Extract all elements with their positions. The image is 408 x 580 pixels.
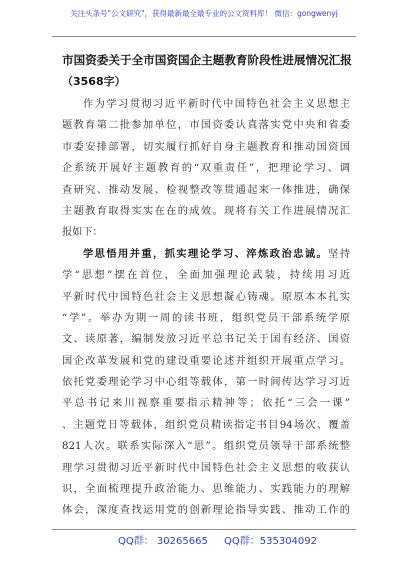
paragraph-line: 市委安排部署，切实履行抓好自身主题教育和推动国资国: [62, 141, 350, 153]
paragraph-line: 报如下：: [62, 227, 103, 239]
section-heading-line: [62, 244, 350, 265]
paragraph-line: 821人次。联系实际深入“思”。组织党员领导干部系统整: [62, 441, 350, 453]
paragraph-line: 主题教育取得实实在在的成效。现将有关工作进展情况汇: [62, 205, 350, 217]
paragraph-line: 理学习贯彻习近平新时代中国特色社会主义思想的收获认: [62, 462, 350, 474]
paragraph-line: 题教育第二批参加单位，市国资委认真落实党中央和省委: [62, 120, 350, 132]
section-heading: 学思悟用并重，抓实理论学习、淬炼政治忠诚。: [83, 248, 329, 260]
header-rule: [52, 36, 356, 37]
footer-rule: [52, 529, 356, 530]
paragraph-line: 国企改革发展和党的建设重要论述并组织开展重点学习。: [62, 355, 350, 367]
paragraph-line: 、主题党日等载体，组织党员精读指定书目94场次、覆盖: [62, 419, 350, 431]
paragraph-line: 平总书记来川视察重要指示精神等；依托“三会一课”: [62, 398, 350, 410]
paragraph-line: 平新时代中国特色社会主义思想凝心铸魂。原原本本扎实: [62, 291, 350, 303]
word-count: （3568字）: [62, 75, 126, 88]
paragraph-line: 文、读原著，编制发放习近平总书记关于国有经济、国资: [62, 334, 350, 346]
document-body: [62, 52, 350, 522]
header-banner: 关注头条号"公文研究"，获得最新最全最专业的公文资料库！ 微信：gongwenyj: [70, 9, 338, 18]
document-title: 市国资委关于全市国资国企主题教育阶段性进展情况汇报: [62, 53, 352, 67]
paragraph-line: 企系统开展好主题教育的“双重责任”，把理论学习、调: [62, 163, 350, 175]
intro-paragraph: [62, 94, 350, 244]
footer-qq-group-1: QQ群： 30265665: [118, 536, 208, 547]
paragraph-line: 学“思想”摆在首位，全面加强理论武装，持续用习近: [62, 270, 350, 282]
paragraph-line: 查研究、推动发展、检视整改等贯通起来一体推进，确保: [62, 184, 350, 196]
paragraph-line: 识，全面梳理提升政治能力、思维能力、实践能力的理解: [62, 484, 350, 496]
paragraph-line: 依托党委理论学习中心组等载体，第一时间传达学习习近: [62, 377, 350, 389]
paragraph-line: 体会，深度查找运用党的创新理论指导实践、推动工作的: [62, 505, 350, 517]
footer-qq-group-2: QQ群：535304092: [224, 536, 318, 547]
paragraph-line: “学”。举办为期一周的读书班，组织党员干部系统学原: [62, 312, 350, 324]
section-heading-tail: 坚持: [328, 248, 350, 260]
section-1: [62, 244, 350, 522]
paragraph-line: 作为学习贯彻习近平新时代中国特色社会主义思想主: [83, 99, 350, 110]
